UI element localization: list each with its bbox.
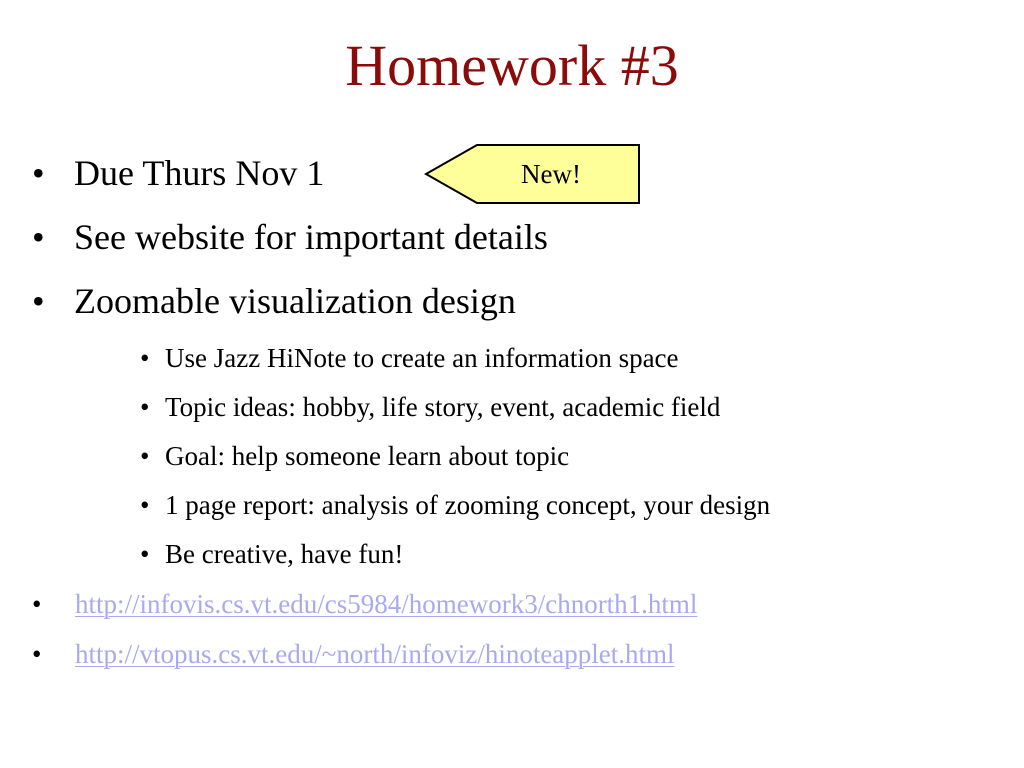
- slide-title: Homework #3: [345, 33, 679, 98]
- bullet-text: Zoomable visualization design: [74, 281, 516, 321]
- sub-bullet-text: Goal: help someone learn about topic: [165, 441, 570, 471]
- applet-link[interactable]: http://vtopus.cs.vt.edu/~north/infoviz/hinoteapplet.html: [75, 639, 675, 669]
- new-callout: [424, 143, 641, 205]
- sub-bullet-text: 1 page report: analysis of zooming concept, your design: [165, 490, 771, 520]
- bullet-dot: •: [32, 153, 45, 193]
- bullet-dot: •: [32, 589, 42, 619]
- bullet-dot: •: [32, 639, 42, 669]
- bullet-dot: •: [32, 217, 45, 257]
- sub-bullet-dot: •: [140, 490, 150, 520]
- bullet-text: See website for important details: [74, 217, 548, 257]
- bullet-text: Due Thurs Nov 1: [74, 153, 325, 193]
- sub-bullet-dot: •: [140, 343, 150, 373]
- callout-label: New!: [521, 159, 581, 189]
- sub-bullet-dot: •: [140, 539, 150, 569]
- sub-bullet-dot: •: [140, 441, 150, 471]
- sub-bullet-text: Use Jazz HiNote to create an information space: [165, 343, 679, 373]
- homework-link[interactable]: http://infovis.cs.vt.edu/cs5984/homework3/chnorth1.html: [75, 589, 698, 619]
- sub-bullet-dot: •: [140, 392, 150, 422]
- sub-bullet-text: Be creative, have fun!: [165, 539, 404, 569]
- bullet-dot: •: [32, 281, 45, 321]
- sub-bullet-text: Topic ideas: hobby, life story, event, academic field: [165, 392, 721, 422]
